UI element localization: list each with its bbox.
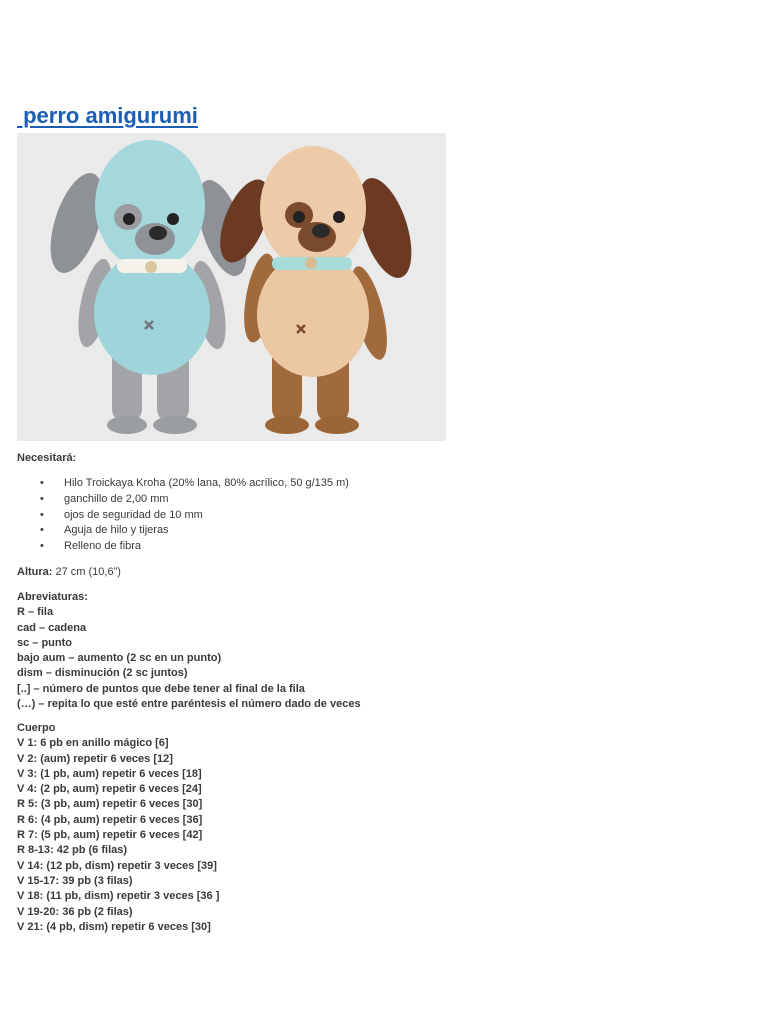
list-item: [..] – número de puntos que debe tener al final de la fila [17,682,305,695]
list-item: V 4: (2 pb, aum) repetir 6 veces [24] [17,783,202,796]
list-item: R 7: (5 pb, aum) repetir 6 veces [42] [17,829,203,842]
height-value: 27 cm (10,6”) [52,566,121,578]
list-item: • Aguja de hilo y tijeras [17,523,349,539]
bullet-icon: • [40,492,44,505]
list-item: • ojos de seguridad de 10 mm [17,508,349,524]
list-item: • Relleno de fibra [17,539,349,555]
amigurumi-dogs-photo [17,133,446,441]
abbreviations-block [17,590,361,712]
list-item: V 21: (4 pb, dism) repetir 6 veces [30] [17,920,211,933]
list-item: sc – punto [17,636,73,649]
list-item: (…) – repita lo que esté entre paréntesis el número dado de veces [17,698,361,711]
height-line [17,565,121,580]
materials-list [17,476,349,555]
list-item: V 19-20: 36 pb (2 filas) [17,905,133,918]
list-item: R 8-13: 42 pb (6 filas) [17,844,128,857]
list-item: • ganchillo de 2,00 mm [17,492,349,508]
crochet-dogs-illustration [17,133,446,441]
list-item: V 2: (aum) repetir 6 veces [12] [17,752,173,765]
body-pattern-block [17,721,219,935]
list-item: V 18: (11 pb, dism) repetir 3 veces [36 ] [17,890,220,903]
list-item: R 6: (4 pb, aum) repetir 6 veces [36] [17,813,203,826]
body-heading: Cuerpo [17,722,56,734]
bullet-icon: • [40,540,44,553]
bullet-icon: • [40,477,44,489]
list-item: R – fila [17,606,54,619]
bullet-icon: • [40,524,44,537]
list-item: bajo aum – aumento (2 sc en un punto) [17,652,222,665]
list-item: cad – cadena [17,621,87,634]
page-title[interactable]: perro amigurumi [17,103,198,128]
materials-heading: Necesitará: [17,452,77,464]
list-item: dism – disminución (2 sc juntos) [17,667,188,680]
list-item: • Hilo Troickaya Kroha (20% lana, 80% acrílico, 50 g/135 m) [17,476,349,492]
list-item: V 15-17: 39 pb (3 filas) [17,874,133,887]
bullet-icon: • [40,508,44,521]
list-item: V 1: 6 pb en anillo mágico [6] [17,737,169,750]
list-item: V 3: (1 pb, aum) repetir 6 veces [18] [17,767,202,780]
list-item: V 14: (12 pb, dism) repetir 3 veces [39] [17,859,217,872]
abbreviations-heading: Abreviaturas: [17,591,88,603]
list-item: R 5: (3 pb, aum) repetir 6 veces [30] [17,798,203,811]
height-label: Altura: [17,566,53,578]
